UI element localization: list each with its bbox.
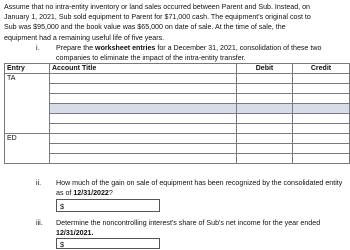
question-1-text <box>56 43 321 63</box>
account-title-cell[interactable] <box>50 94 237 104</box>
debit-cell[interactable] <box>237 94 293 104</box>
account-title-cell[interactable] <box>50 144 237 154</box>
question-1-line-1 <box>56 43 321 53</box>
question-1-pre: Prepare the <box>56 44 96 52</box>
nci-answer-input[interactable] <box>56 238 160 249</box>
account-title-cell[interactable] <box>50 104 237 114</box>
debit-cell[interactable] <box>237 124 293 134</box>
table-row <box>5 134 350 144</box>
intro-line-3: Sub was $95,000 and the book value was $65,000 on date of sale. At the time of sale, the <box>4 23 286 32</box>
credit-cell[interactable] <box>293 104 350 114</box>
debit-cell[interactable] <box>237 84 293 94</box>
entry-cell <box>5 154 50 164</box>
table-row <box>5 124 350 134</box>
credit-cell[interactable] <box>293 74 350 84</box>
debit-cell[interactable] <box>237 74 293 84</box>
question-2-pre: as of <box>56 189 74 198</box>
debit-header: Debit <box>237 64 293 74</box>
problem-intro <box>4 2 346 43</box>
credit-cell[interactable] <box>293 94 350 104</box>
intro-line-2: January 1, 2021, Sub sold equipment to Parent for $71,000 cash. The equipment's original cost to <box>4 13 311 22</box>
question-1-number: i. <box>36 44 40 52</box>
account-title-header: Account Title <box>50 64 237 74</box>
gain-answer-input[interactable] <box>56 199 160 212</box>
credit-header: Credit <box>293 64 350 74</box>
table-row <box>5 74 350 84</box>
intro-line-4: equipment had a remaining useful life of five years. <box>4 33 165 42</box>
entry-cell <box>5 94 50 104</box>
table-header-row <box>5 64 350 74</box>
account-title-cell[interactable] <box>50 84 237 94</box>
debit-cell[interactable] <box>237 104 293 114</box>
credit-cell[interactable] <box>293 134 350 144</box>
question-3-text <box>56 218 320 238</box>
question-1-bold: worksheet entries <box>95 44 156 52</box>
credit-cell[interactable] <box>293 124 350 134</box>
account-title-cell[interactable] <box>50 154 237 164</box>
table-row <box>5 84 350 94</box>
question-2-number: ii. <box>36 179 42 187</box>
question-2-line-2 <box>56 188 342 198</box>
debit-cell[interactable] <box>237 134 293 144</box>
credit-cell[interactable] <box>293 114 350 124</box>
account-title-cell[interactable] <box>50 134 237 144</box>
entry-cell <box>5 84 50 94</box>
question-2-text <box>56 178 342 198</box>
entry-cell <box>5 114 50 124</box>
table-row <box>5 154 350 164</box>
entry-header: Entry <box>5 64 50 74</box>
credit-cell[interactable] <box>293 144 350 154</box>
intro-line-1: Assume that no intra-entity inventory or land sales occurred between Parent and Sub. Instead, on <box>4 3 310 11</box>
question-1-line-2: companies to eliminate the impact of the intra-entity transfer. <box>56 54 246 63</box>
table-row <box>5 104 350 114</box>
currency-symbol: $ <box>60 240 65 249</box>
entry-label-ta: TA <box>5 74 50 84</box>
question-1-post: for a December 31, 2021, consolidation of these two <box>155 44 322 52</box>
question-2-line-1: How much of the gain on sale of equipment has been recognized by the consolidated entity <box>56 179 343 187</box>
entry-label-ed: ED <box>5 134 50 144</box>
account-title-cell[interactable] <box>50 124 237 134</box>
table-row <box>5 114 350 124</box>
account-title-cell[interactable] <box>50 114 237 124</box>
account-title-cell[interactable] <box>50 74 237 84</box>
question-3-number: iii. <box>36 219 43 227</box>
question-3-bold: 12/31/2021. <box>56 229 94 238</box>
table-row <box>5 94 350 104</box>
table-row <box>5 144 350 154</box>
journal-entry-table <box>4 63 350 164</box>
currency-symbol: $ <box>60 202 65 211</box>
entry-cell <box>5 144 50 154</box>
question-3-line-1: Determine the noncontrolling interest's share of Sub's net income for the year ended <box>56 219 321 227</box>
credit-cell[interactable] <box>293 154 350 164</box>
question-2-post: ? <box>108 189 113 198</box>
question-2-bold: 12/31/2022 <box>73 189 109 198</box>
debit-cell[interactable] <box>237 114 293 124</box>
credit-cell[interactable] <box>293 84 350 94</box>
question-3-line-2 <box>56 228 320 238</box>
debit-cell[interactable] <box>237 154 293 164</box>
debit-cell[interactable] <box>237 144 293 154</box>
entry-cell <box>5 124 50 134</box>
entry-cell <box>5 104 50 114</box>
